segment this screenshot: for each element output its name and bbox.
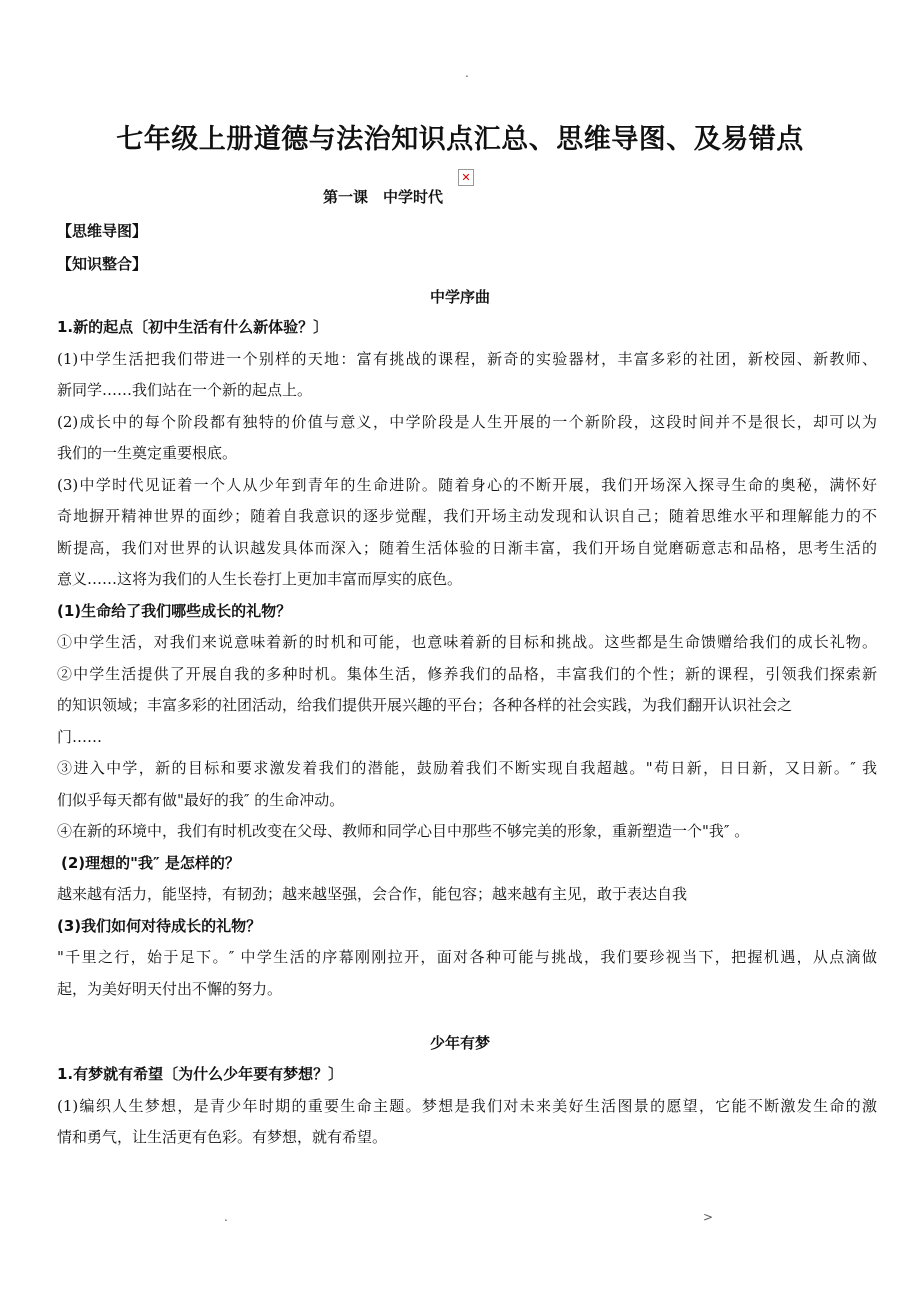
question-treat-gifts: (3)我们如何对待成长的礼物？ — [57, 916, 262, 935]
broken-image-icon: ✕ — [458, 169, 474, 186]
paragraph-line: 奇地摒开精神世界的面纱；随着自我意识的逐步觉醒，我们开场主动发现和认识自己；随着思维水平和理解能力的不 — [57, 507, 877, 525]
header-dot: . — [465, 66, 469, 80]
knowledge-label: 【知识整合】 — [57, 255, 148, 273]
section-2-body — [57, 1059, 877, 1154]
question-ideal-self: (2)理想的"我″ 是怎样的？ — [61, 853, 240, 872]
paragraph-line: 断提高，我们对世界的认识越发具体而深入；随着生活体验的日渐丰富，我们开场自觉磨砺意志和品格，思考生活的 — [57, 538, 877, 557]
section-title-2: 少年有梦 — [429, 1034, 490, 1052]
paragraph-line: 意义……这将为我们的人生长卷打上更加丰富而厚实的底色。 — [57, 570, 463, 588]
answer-line: ③进入中学，新的目标和要求激发着我们的潜能，鼓励着我们不断实现自我超越。"苟日新，日日新，又日新。″ 我 — [57, 759, 877, 777]
answer-line: 的知识领域；丰富多彩的社团活动，给我们提供开展兴趣的平台；各种各样的社会实践，为我们翻开认识社会之 — [57, 696, 793, 714]
footer-left-dot: . — [224, 1210, 228, 1224]
lesson-title: 第一课 中学时代 — [323, 188, 444, 206]
answer-line: 起，为美好明天付出不懈的努力。 — [57, 979, 283, 998]
mind-map-label: 【思维导图】 — [57, 222, 148, 240]
answer-line: "千里之行，始于足下。″ 中学生活的序幕刚刚拉开，面对各种可能与挑战，我们要珍视当下，把握机遇，从点滴做 — [57, 948, 877, 966]
page-title: 七年级上册道德与法治知识点汇总、思维导图、及易错点 — [116, 124, 804, 155]
paragraph-line: 情和勇气，让生活更有色彩。有梦想，就有希望。 — [57, 1128, 388, 1146]
answer-line: ②中学生活提供了开展自我的多种时机。集体生活，修养我们的品格，丰富我们的个性；新的课程，引领我们探索新 — [57, 664, 877, 683]
answer-line: 门…… — [57, 727, 103, 746]
paragraph-line: 新同学……我们站在一个新的起点上。 — [57, 381, 313, 399]
paragraph-line: (2)成长中的每个阶段都有独特的价值与意义，中学阶段是人生开展的一个新阶段，这段时间并不是很长，却可以为 — [57, 412, 877, 431]
answer-line: ①中学生活，对我们来说意味着新的时机和可能，也意味着新的目标和挑战。这些都是生命馈赠给我们的成长礼物。 — [57, 633, 877, 651]
answer-line: 们似乎每天都有做"最好的我″ 的生命冲动。 — [57, 790, 345, 809]
question-gifts: (1)生命给了我们哪些成长的礼物？ — [57, 601, 292, 620]
answer-line: ④在新的环境中，我们有时机改变在父母、教师和同学心目中那些不够完美的形象，重新塑造一个"我″ 。 — [57, 822, 750, 840]
footer-right-mark: > — [703, 1210, 714, 1224]
paragraph-line: (1)中学生活把我们带进一个别样的天地：富有挑战的课程，新奇的实验器材，丰富多彩的社团，新校园、新教师、 — [57, 349, 877, 368]
heading-dreams-hope: 1.有梦就有希望〔为什么少年要有梦想？〕 — [57, 1065, 344, 1083]
paragraph-line: (1)编织人生梦想，是青少年时期的重要生命主题。梦想是我们对未来美好生活图景的愿望，它能不断激发生命的激 — [57, 1096, 877, 1115]
paragraph-line: 我们的一生奠定重要根底。 — [57, 444, 238, 462]
answer-line: 越来越有活力，能坚持，有韧劲；越来越坚强，会合作，能包容；越来越有主见，敢于表达自我 — [57, 885, 688, 903]
section-title-1: 中学序曲 — [429, 288, 490, 306]
heading-new-start: 1.新的起点〔初中生活有什么新体验？〕 — [57, 318, 329, 336]
paragraph-line: (3)中学时代见证着一个人从少年到青年的生命进阶。随着身心的不断开展，我们开场深入探寻生命的奥秘，满怀好 — [57, 475, 877, 494]
section-1-body — [57, 312, 877, 1005]
